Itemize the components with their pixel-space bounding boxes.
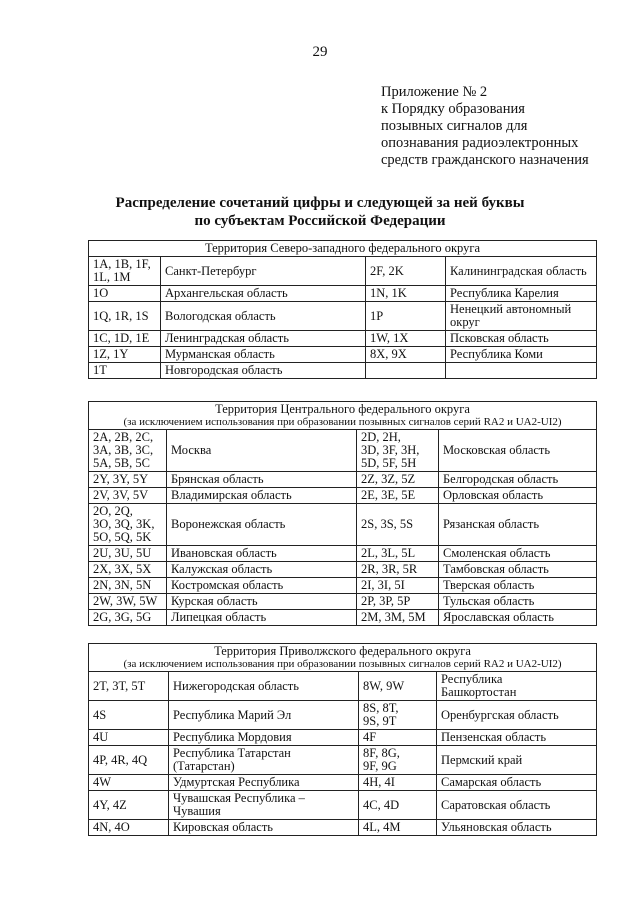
region-cell: Рязанская область [439,504,597,546]
region-cell: Брянская область [167,472,357,488]
table-row [89,775,597,791]
callsign-cell: 4S [89,701,169,730]
region-cell: Новгородская область [161,363,366,379]
region-cell: Ленинградская область [161,331,366,347]
region-cell: Республика Башкортостан [437,672,597,701]
table-row [89,578,597,594]
region-cell: Псковская область [446,331,597,347]
region-cell: Пензенская область [437,730,597,746]
table-row [89,672,597,701]
region-cell: Самарская область [437,775,597,791]
table-row [89,562,597,578]
region-cell: Республика Мордовия [169,730,359,746]
callsign-cell: 2Y, 3Y, 5Y [89,472,167,488]
callsign-cell: 4C, 4D [359,791,437,820]
region-cell: Кировская область [169,820,359,836]
callsign-cell: 2S, 3S, 5S [357,504,439,546]
region-cell: Республика Коми [446,347,597,363]
callsign-cell: 2P, 3P, 5P [357,594,439,610]
region-cell: Липецкая область [167,610,357,626]
table-row [89,363,597,379]
table-row [89,746,597,775]
table-row [89,331,597,347]
region-cell: Ярославская область [439,610,597,626]
callsign-cell: 2F, 2K [366,257,446,286]
callsign-cell: 8W, 9W [359,672,437,701]
region-cell: Калужская область [167,562,357,578]
district-heading [89,644,597,672]
region-cell: Оренбургская область [437,701,597,730]
region-cell: Тульская область [439,594,597,610]
table-row [89,430,597,472]
table-row [89,610,597,626]
volga-district-table [88,643,597,836]
appendix-line: позывных сигналов для [381,118,528,134]
document-title-line: Распределение сочетаний цифры и следующей за ней буквы [115,195,525,211]
region-cell: Ивановская область [167,546,357,562]
region-cell: Смоленская область [439,546,597,562]
district-heading-text: Территория Северо-западного федерального округа [204,241,481,255]
region-cell: Ульяновская область [437,820,597,836]
callsign-cell: 2N, 3N, 5N [89,578,167,594]
region-cell: Санкт-Петербург [161,257,366,286]
callsign-cell: 2M, 3M, 5M [357,610,439,626]
callsign-cell: 4U [89,730,169,746]
callsign-cell: 1N, 1K [366,286,446,302]
region-cell: Костромская область [167,578,357,594]
callsign-cell: 1A, 1B, 1F, 1L, 1M [89,257,161,286]
callsign-cell: 2D, 2H, 3D, 3F, 3H, 5D, 5F, 5H [357,430,439,472]
table-row [89,594,597,610]
region-cell: Мурманская область [161,347,366,363]
appendix-line: средств гражданского назначения [381,152,589,168]
callsign-cell: 2E, 3E, 5E [357,488,439,504]
table-row [89,820,597,836]
district-note: (за исключением использования при образовании позывных сигналов серий RA2 и UA2-UI2) [123,658,562,670]
document-title-line: по субъектам Российской Федерации [194,213,446,229]
district-heading [89,402,597,430]
callsign-cell: 2A, 2B, 2C, 3A, 3B, 3C, 5A, 5B, 5C [89,430,167,472]
table-row [89,791,597,820]
callsign-cell: 4W [89,775,169,791]
appendix-line: опознавания радиоэлектронных [381,135,579,151]
region-cell [446,363,597,379]
callsign-cell: 2R, 3R, 5R [357,562,439,578]
callsign-cell: 2Z, 3Z, 5Z [357,472,439,488]
table-row [89,546,597,562]
table-row [89,504,597,546]
page-number: 29 [312,44,328,60]
callsign-cell: 4N, 4O [89,820,169,836]
northwest-district-table [88,240,597,379]
table-row [89,472,597,488]
region-cell: Вологодская область [161,302,366,331]
region-cell: Пермский край [437,746,597,775]
region-cell: Республика Карелия [446,286,597,302]
callsign-cell: 2V, 3V, 5V [89,488,167,504]
central-district-table [88,401,597,626]
callsign-cell: 1P [366,302,446,331]
table-row [89,302,597,331]
callsign-cell: 8X, 9X [366,347,446,363]
region-cell: Курская область [167,594,357,610]
callsign-cell: 4P, 4R, 4Q [89,746,169,775]
region-cell: Республика Марий Эл [169,701,359,730]
callsign-cell: 8S, 8T, 9S, 9T [359,701,437,730]
region-cell: Тверская область [439,578,597,594]
region-cell: Ненецкий автономный округ [446,302,597,331]
region-cell: Белгородская область [439,472,597,488]
region-cell: Архангельская область [161,286,366,302]
appendix-line: к Порядку образования [381,101,525,117]
region-cell: Саратовская область [437,791,597,820]
callsign-cell: 4F [359,730,437,746]
callsign-cell: 2X, 3X, 5X [89,562,167,578]
callsign-cell: 4Y, 4Z [89,791,169,820]
region-cell: Тамбовская область [439,562,597,578]
callsign-cell: 1C, 1D, 1E [89,331,161,347]
region-cell: Москва [167,430,357,472]
region-cell: Чувашская Республика – Чувашия [169,791,359,820]
district-heading-text: Территория Центрального федерального округа [215,402,470,416]
region-cell: Орловская область [439,488,597,504]
callsign-cell: 2W, 3W, 5W [89,594,167,610]
callsign-cell: 8F, 8G, 9F, 9G [359,746,437,775]
callsign-cell: 2I, 3I, 5I [357,578,439,594]
appendix-block [381,84,589,169]
callsign-cell: 2T, 3T, 5T [89,672,169,701]
region-cell: Воронежская область [167,504,357,546]
callsign-cell: 1W, 1X [366,331,446,347]
callsign-cell: 2L, 3L, 5L [357,546,439,562]
table-row [89,730,597,746]
callsign-cell: 1Z, 1Y [89,347,161,363]
table-row [89,701,597,730]
callsign-cell: 1T [89,363,161,379]
callsign-cell: 2O, 2Q, 3O, 3Q, 3K, 5O, 5Q, 5K [89,504,167,546]
region-cell: Владимирская область [167,488,357,504]
region-cell: Республика Татарстан (Татарстан) [169,746,359,775]
region-cell: Московская область [439,430,597,472]
region-cell: Нижегородская область [169,672,359,701]
callsign-cell: 1Q, 1R, 1S [89,302,161,331]
table-row [89,257,597,286]
callsign-cell: 2G, 3G, 5G [89,610,167,626]
callsign-cell: 4L, 4M [359,820,437,836]
table-row [89,286,597,302]
callsign-cell: 2U, 3U, 5U [89,546,167,562]
region-cell: Калининградская область [446,257,597,286]
table-row [89,488,597,504]
callsign-cell: 1O [89,286,161,302]
callsign-cell [366,363,446,379]
district-heading [89,241,597,257]
callsign-cell: 4H, 4I [359,775,437,791]
table-row [89,347,597,363]
region-cell: Удмуртская Республика [169,775,359,791]
district-note: (за исключением использования при образовании позывных сигналов серий RA2 и UA2-UI2) [123,416,562,428]
appendix-line: Приложение № 2 [381,84,488,100]
document-title [0,194,640,230]
district-heading-text: Территория Приволжского федерального округа [214,644,471,658]
